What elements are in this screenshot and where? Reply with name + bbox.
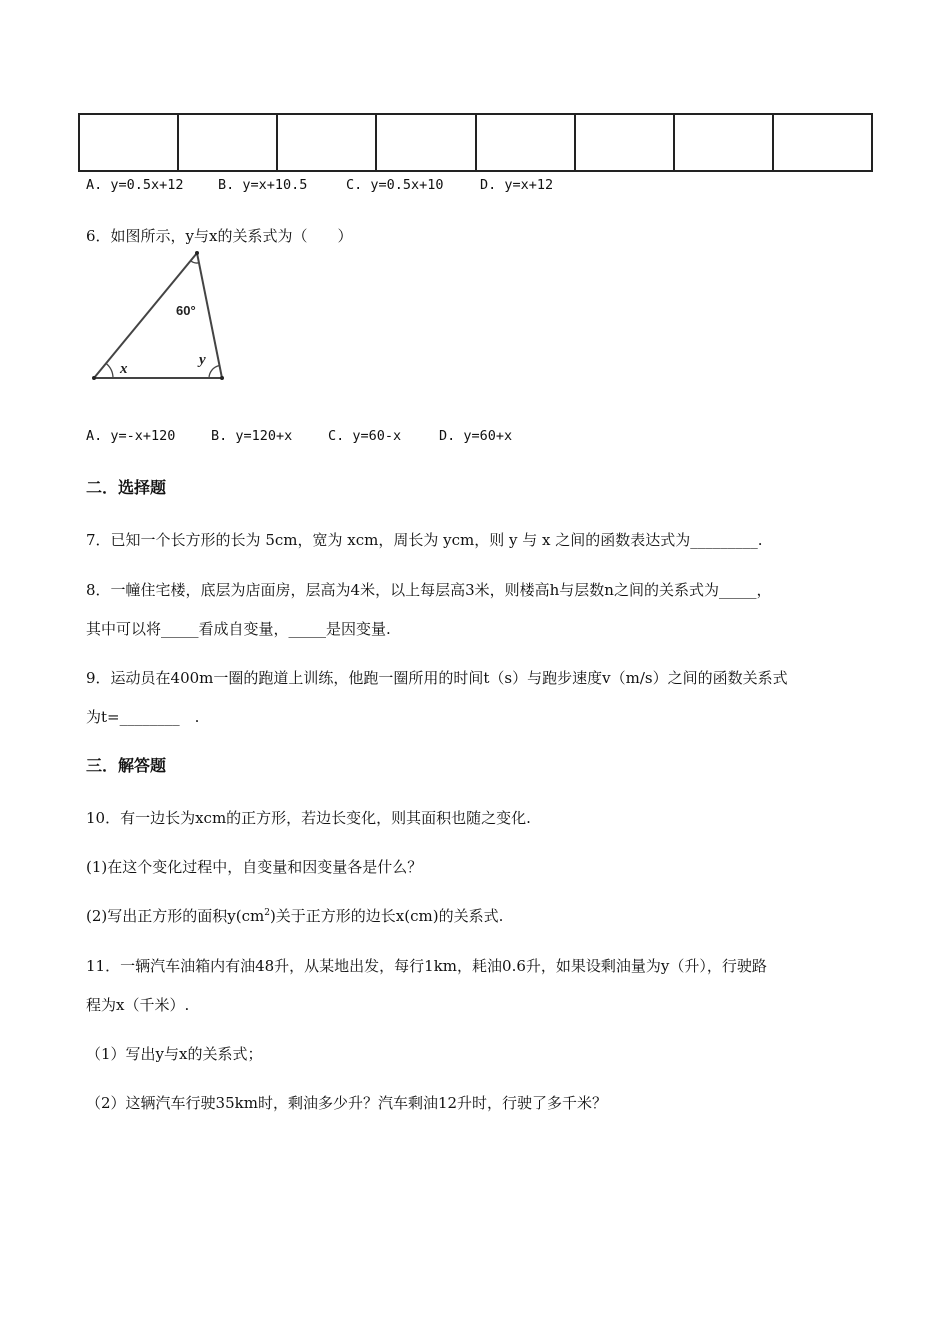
- table-cell: [178, 114, 277, 171]
- q5-option-a: A. y=0.5x+12: [86, 177, 184, 193]
- angle-arc-right: [209, 366, 220, 379]
- q9-line1: 9．运动员在400m一圈的跑道上训练，他跑一圈所用的时间t（s）与跑步速度v（m/s）之间的函数关系式: [86, 669, 788, 687]
- q6-option-d: D. y=60+x: [439, 428, 513, 444]
- angle-label-right: y: [199, 352, 206, 368]
- table-cell: [674, 114, 773, 171]
- q6-option-c: C. y=60-x: [328, 428, 402, 444]
- q10-sub2-exponent: 2: [264, 908, 270, 918]
- data-table: [78, 113, 873, 172]
- q6-option-b: B. y=120+x: [211, 428, 293, 444]
- section-heading-fill-in: 二．选择题: [86, 478, 167, 497]
- angle-label-top: 60°: [176, 303, 196, 318]
- triangle-figure: [86, 245, 236, 390]
- table-cell: [277, 114, 376, 171]
- q11-line1: 11．一辆汽车油箱内有油48升，从某地出发，每行1km，耗油0.6升，如果设剩油量为y（升），行驶路: [86, 957, 767, 975]
- q6-stem: 6．如图所示，y与x的关系式为（ ）: [86, 227, 353, 245]
- table-cell: [773, 114, 872, 171]
- angle-arc-left: [106, 363, 113, 378]
- q10-sub1: (1)在这个变化过程中，自变量和因变量各是什么？: [86, 858, 423, 876]
- vertex-right: [220, 376, 224, 380]
- angle-label-left: x: [120, 361, 128, 377]
- q9-line2: 为t=________ .: [86, 708, 200, 726]
- q5-option-b: B. y=x+10.5: [218, 177, 308, 193]
- q7-text: 7．已知一个长方形的长为 5cm，宽为 xcm，周长为 ycm，则 y 与 x 之间的函数表达式为_________.: [86, 531, 763, 549]
- table-cell: [79, 114, 178, 171]
- table-cell: [575, 114, 674, 171]
- q8-line2: 其中可以将_____看成自变量，_____是因变量.: [86, 620, 391, 638]
- table-cell: [476, 114, 575, 171]
- vertex-top: [195, 251, 199, 255]
- q10-sub2-pre: (2)写出正方形的面积y(cm: [86, 907, 265, 925]
- q5-option-c: C. y=0.5x+10: [346, 177, 444, 193]
- table-cell: [376, 114, 475, 171]
- table-row: [79, 114, 872, 171]
- q10-sub2-post: )关于正方形的边长x(cm)的关系式.: [269, 907, 504, 925]
- q11-sub1: （1）写出y与x的关系式；: [86, 1045, 263, 1063]
- vertex-left: [92, 376, 96, 380]
- q10-stem: 10．有一边长为xcm的正方形，若边长变化，则其面积也随之变化.: [86, 809, 531, 827]
- q11-sub2: （2）这辆汽车行驶35km时，剩油多少升？汽车剩油12升时，行驶了多千米？: [86, 1094, 608, 1112]
- q10-sub2: [86, 906, 503, 926]
- q8-line1: 8．一幢住宅楼，底层为店面房，层高为4米，以上每层高3米，则楼高h与层数n之间的关系式为_____，: [86, 581, 772, 599]
- q11-line2: 程为x（千米）.: [86, 996, 190, 1014]
- q5-option-d: D. y=x+12: [480, 177, 554, 193]
- q6-option-a: A. y=-x+120: [86, 428, 176, 444]
- section-heading-solutions: 三．解答题: [86, 756, 167, 775]
